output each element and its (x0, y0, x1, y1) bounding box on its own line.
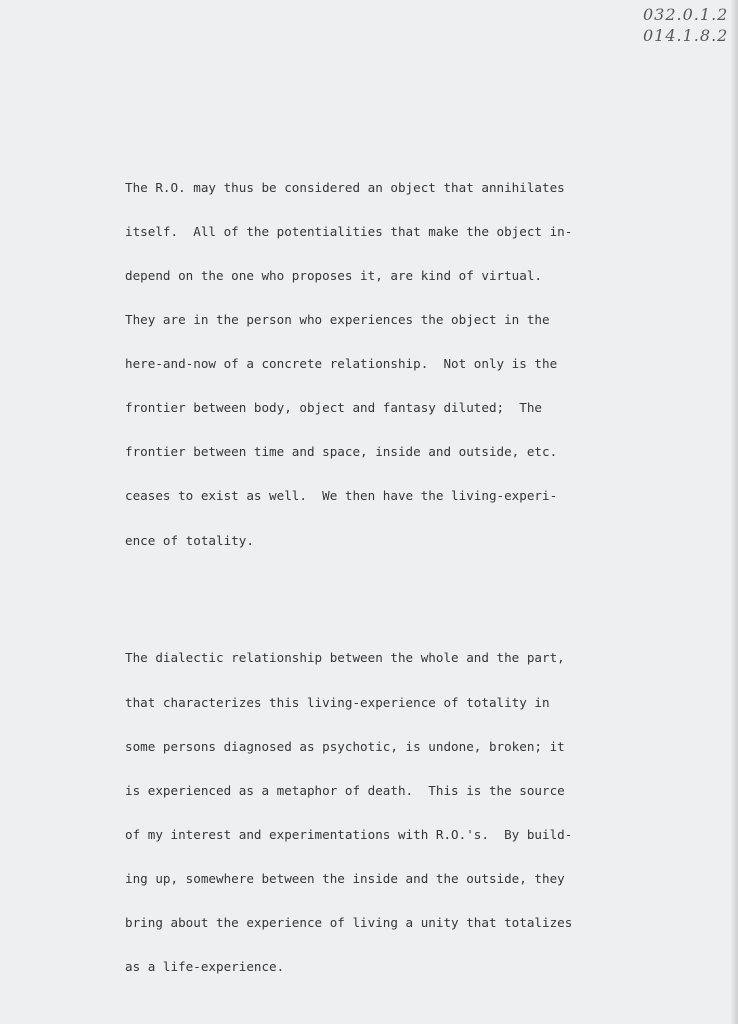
archive-code-primary: 032.0.1.2 (643, 5, 729, 24)
text-line: ence of totality. (125, 532, 254, 548)
typed-body (125, 122, 665, 1024)
archive-code-secondary: 014.1.8.2 (643, 26, 729, 45)
archive-codes (643, 4, 735, 46)
text-line: here-and-now of a concrete relationship. Not only is the (125, 356, 558, 372)
text-line: depend on the one who proposes it, are kind of virtual. (125, 268, 543, 283)
text-line: some persons diagnosed as psychotic, is undone, broken; it (125, 738, 565, 754)
paragraph-2 (125, 622, 665, 1004)
text-line: that characterizes this living-experience of totality in (125, 694, 550, 710)
text-line: ing up, somewhere between the inside and the outside, they (125, 870, 565, 886)
text-line: The R.O. may thus be considered an object that annihilates (125, 179, 565, 195)
text-line: bring about the experience of living a unity that totalizes (125, 915, 573, 931)
page-edge-shadow (730, 0, 738, 1024)
text-line: They are in the person who experiences the object in the (125, 312, 550, 328)
text-line: of my interest and experimentations with R.O.'s. By build- (125, 826, 573, 842)
text-line: frontier between body, object and fantasy diluted; The (125, 400, 543, 416)
paragraph-1 (125, 151, 665, 577)
text-line: is experienced as a metaphor of death. This is the source (125, 782, 565, 798)
text-line: itself. All of the potentialities that make the object in- (125, 223, 573, 239)
text-line: ceases to exist as well. We then have the living-experi- (125, 488, 558, 504)
text-line: The dialectic relationship between the whole and the part, (125, 650, 565, 666)
text-line: frontier between time and space, inside and outside, etc. (125, 444, 558, 460)
text-line: as a life-experience. (125, 959, 285, 975)
